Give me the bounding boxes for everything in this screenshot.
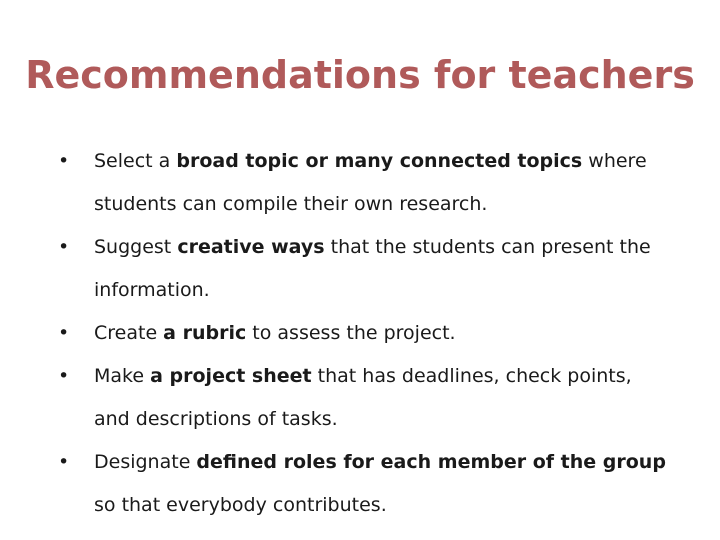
- bullet-text-emphasis: a project sheet: [150, 365, 312, 387]
- bullet-dot-icon: •: [58, 451, 70, 473]
- bullet-dot-icon: •: [58, 365, 70, 387]
- bullet-text-segment: Make: [94, 365, 151, 387]
- bullet-text-segment: Designate: [94, 451, 197, 473]
- bullet-text: [94, 365, 632, 430]
- bullet-text-emphasis: creative ways: [177, 236, 325, 258]
- bullet-text-segment: so that everybody contributes.: [94, 494, 387, 516]
- slide-title: Recommendations for teachers: [25, 53, 695, 97]
- bullet-text-segment: where: [582, 150, 647, 172]
- bullet-text-segment: that the students can present the: [324, 236, 651, 258]
- bullet-text-segment: information.: [94, 279, 210, 301]
- bullet-text-emphasis: defined roles for each member of the group: [196, 451, 666, 473]
- bullet-text-emphasis: broad topic or many connected topics: [176, 150, 583, 172]
- bullet-item: [56, 140, 686, 226]
- bullet-dot-icon: •: [58, 150, 70, 172]
- bullet-item: [56, 355, 686, 441]
- bullet-text-segment: that has deadlines, check points,: [311, 365, 632, 387]
- bullet-text: [94, 322, 456, 344]
- bullet-text-segment: Create: [94, 322, 164, 344]
- bullet-text-emphasis: a rubric: [163, 322, 247, 344]
- bullet-dot-icon: •: [58, 236, 70, 258]
- bullet-text: [94, 150, 647, 215]
- bullet-text: [94, 236, 651, 301]
- bullet-item: [56, 312, 686, 355]
- bullet-text-segment: and descriptions of tasks.: [94, 408, 338, 430]
- bullet-text: [94, 451, 666, 516]
- bullet-text-segment: Suggest: [94, 236, 178, 258]
- bullet-dot-icon: •: [58, 322, 70, 344]
- bullet-text-segment: Select a: [94, 150, 177, 172]
- bullet-list: [56, 140, 686, 527]
- bullet-text-segment: students can compile their own research.: [94, 193, 488, 215]
- bullet-item: [56, 441, 686, 527]
- bullet-text-segment: to assess the project.: [246, 322, 456, 344]
- bullet-item: [56, 226, 686, 312]
